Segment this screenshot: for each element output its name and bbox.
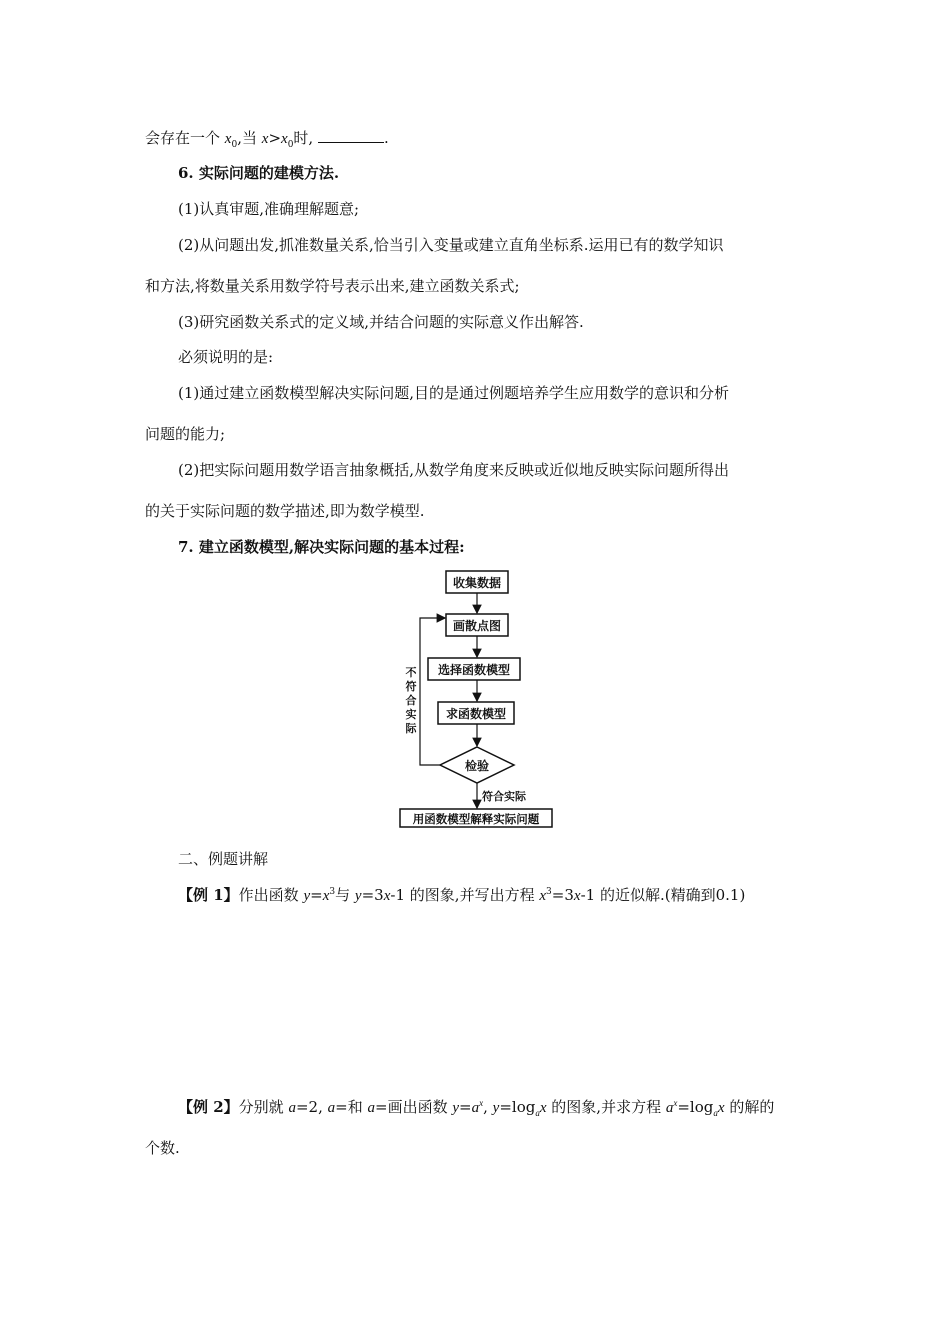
flow-node-scatter: [446, 614, 508, 636]
text: 的图象,并求方程: [551, 1098, 662, 1116]
var: a: [288, 1100, 296, 1116]
var: y: [354, 888, 362, 904]
svg-text:选择函数模型: 选择函数模型: [437, 663, 511, 677]
text: 会存在一个: [145, 129, 221, 147]
svg-text:检验: 检验: [464, 759, 490, 773]
var: a: [327, 1100, 336, 1116]
fill-in-blank: [318, 128, 384, 143]
var: y: [492, 1100, 500, 1116]
svg-text:实: 实: [405, 708, 417, 721]
symbol: =: [310, 886, 323, 904]
var: x: [539, 1100, 547, 1116]
text: 与: [335, 886, 351, 904]
flowchart: [380, 566, 570, 832]
flow-node-collect: [446, 571, 508, 593]
paragraph: (2)从问题出发,抓准数量关系,恰当引入变量或建立直角坐标系.运用已有的数学知识: [178, 236, 724, 254]
svg-text:求函数模型: 求函数模型: [445, 707, 507, 721]
symbol: -1: [390, 886, 406, 904]
text: =画出函数: [375, 1098, 448, 1116]
text: 时,: [293, 129, 314, 147]
paragraph: 问题的能力;: [145, 425, 226, 443]
var: x: [717, 1100, 725, 1116]
svg-text:合: 合: [405, 694, 417, 707]
var: y: [452, 1100, 460, 1116]
symbol: >: [268, 129, 282, 147]
flow-label-yes: 符合实际: [482, 790, 526, 803]
subscript: a: [535, 1108, 540, 1118]
paragraph: 必须说明的是:: [178, 348, 274, 366]
paragraph: (1)通过建立函数模型解决实际问题,目的是通过例题培养学生应用数学的意识和分析: [178, 384, 730, 402]
superscript: x: [479, 1098, 484, 1108]
text: =log: [677, 1098, 714, 1116]
subscript: 0: [287, 140, 294, 150]
var-x0: x: [224, 131, 232, 147]
paragraph: 个数.: [145, 1139, 180, 1157]
paragraph: 和方法,将数量关系用数学符号表示出来,建立函数关系式;: [145, 277, 520, 295]
flow-arrow-no: [420, 618, 445, 765]
superscript: 3: [329, 887, 336, 897]
svg-text:收集数据: 收集数据: [452, 576, 502, 590]
flow-node-check: [440, 747, 514, 783]
svg-text:不: 不: [405, 666, 417, 679]
text: 分别就: [238, 1098, 284, 1116]
text: 作出函数: [238, 886, 299, 904]
subscript: 0: [231, 140, 238, 150]
superscript: x: [673, 1098, 678, 1108]
symbol: -1: [580, 886, 596, 904]
paragraph: 的关于实际问题的数学描述,即为数学模型.: [145, 502, 425, 520]
var-x: x: [261, 131, 269, 147]
text: =2,: [295, 1098, 323, 1116]
flow-node-explain: [400, 809, 552, 827]
text: 的近似解.(精确到0.1): [599, 886, 746, 904]
example-tag: 【例 2】: [178, 1098, 239, 1116]
var: x: [322, 888, 330, 904]
var: x: [573, 888, 581, 904]
symbol: =: [459, 1098, 472, 1116]
svg-text:符: 符: [405, 680, 417, 693]
example-2: [178, 1097, 843, 1118]
var: y: [303, 888, 311, 904]
example-1: [178, 885, 843, 906]
text: =log: [499, 1098, 536, 1116]
example-tag: 【例 1】: [178, 886, 239, 904]
text: 的图象,并写出方程: [409, 886, 535, 904]
paragraph: (1)认真审题,准确理解题意;: [178, 200, 360, 218]
subscript: a: [713, 1108, 718, 1118]
var: a: [367, 1100, 375, 1116]
text: .: [383, 129, 389, 147]
var: a: [471, 1100, 480, 1116]
symbol: =3: [361, 886, 384, 904]
paragraph: (3)研究函数关系式的定义域,并结合问题的实际意义作出解答.: [178, 313, 584, 331]
symbol: =3: [551, 886, 574, 904]
text: 的解的: [729, 1098, 775, 1116]
svg-text:用函数模型解释实际问题: 用函数模型解释实际问题: [412, 812, 540, 826]
var: x: [539, 888, 547, 904]
var-x0: x: [281, 131, 288, 147]
flow-node-choose-model: [428, 658, 520, 680]
paragraph: (2)把实际问题用数学语言抽象概括,从数学角度来反映或近似地反映实际问题所得出: [178, 461, 730, 479]
superscript: 3: [546, 887, 552, 897]
text-line-x0: [145, 128, 810, 149]
svg-text:际: 际: [405, 722, 417, 735]
flow-node-solve-model: [438, 702, 514, 724]
text: =和: [335, 1098, 363, 1116]
text: ,当: [237, 129, 257, 147]
flow-label-no: [406, 665, 418, 735]
section-2-heading: 二、例题讲解: [178, 850, 269, 868]
text: ,: [483, 1098, 488, 1116]
var: a: [665, 1100, 674, 1116]
svg-text:画散点图: 画散点图: [452, 619, 502, 633]
section-7-heading: 7. 建立函数模型,解决实际问题的基本过程:: [178, 538, 465, 556]
section-6-heading: 6. 实际问题的建模方法.: [178, 164, 340, 182]
var: x: [383, 888, 391, 904]
